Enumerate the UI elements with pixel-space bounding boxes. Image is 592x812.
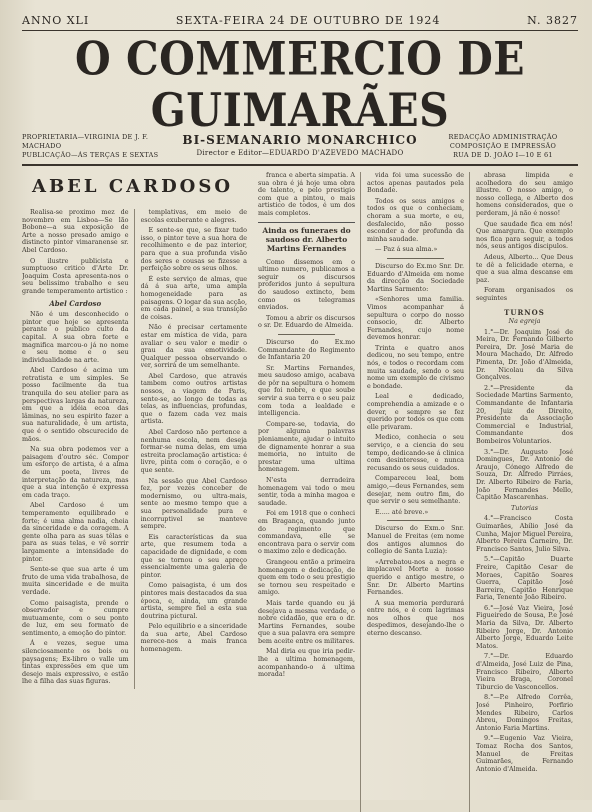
paragraph: E sente-se que, se fixar tudo isso, o pintor teve a sua hora de recolhimento e de paz interior, para que a sua profunda visão dos seres e cousas se fizesse a perfeição sobre os seus olhos. xyxy=(140,226,247,273)
publication-days-line: PUBLICAÇÃO—ÁS TERÇAS E SEXTAS xyxy=(22,151,159,159)
paragraph: Tomou a abrir os discursos o sr. Dr. Eduardo de Almeida. xyxy=(258,313,355,330)
paragraph: Não é um desconhecido o pintor que hoje se apresenta perante o publico culto da capital. A sua obra forte e magnifica marcou-o já no nome e seu nome e o seu individualidade na arte. xyxy=(22,310,129,364)
dateline xyxy=(22,14,578,31)
turno-entry: 8.°—P.e Alfredo Corrêa, José Pinheiro, Porfirio Mendes Ribeiro, Carlos Abreu, Domingos Freitas, Antonio Faria Martins. xyxy=(476,693,573,732)
article-abel-cardoso xyxy=(22,172,252,812)
turnos-subheading: Tutorias xyxy=(511,503,538,512)
paragraph: É este serviço de almas, que dá á sua arte, uma ampla homogeneidade para as paisagens. O logar da sua acção, em cada painel, a sua transição de coisas. xyxy=(140,274,247,321)
column-3 xyxy=(258,172,361,812)
paragraph: Pelo equilibrio e a sinceridade da sua arte, Abel Cardoso merece-nos a mais franca homenagem. xyxy=(140,622,247,654)
paragraph: Grangeou então a primeira homenagem e dedicação, de quem em todo o seu prestigio se tornou seu respeitado e amigo. xyxy=(258,557,355,597)
columns xyxy=(22,172,578,812)
turnos-subheading: Na egreja xyxy=(508,317,541,326)
column-4 xyxy=(367,172,470,812)
paragraph: O ilustre publicista e sumptuoso critico d'Arte Dr. Joaquim Costa apresenta-nos o seu belissimo trabalho e seu grande temperamento artistico : xyxy=(22,256,129,295)
paragraph: franca e aberta simpatia. A sua obra é já hoje uma obra de talento, e pelo prestigio com que a pintou, o mais artistico de todos, é um dos mais completos. xyxy=(258,172,355,217)
funeral-article-heading: Ainda os funeraes do saudoso dr. Alberto Martins Fernandes xyxy=(258,222,355,253)
speech-heading: Discurso do Ex.mo Snr. Dr. Eduardo d'Almeida em nome da direcção da Sociedade Martins Sarmento: xyxy=(367,261,464,293)
paragraph: Foi em 1918 que o conheci em Bragança, quando junto do regimento que commandava, elle se encontrava para o servir com o maximo zelo e dedicação. xyxy=(258,509,355,556)
paragraph: Mais tarde quando eu já desejava a mesma verdade, o nobre cidadão, que era o dr. Martins Fernandes, soube que a sua palavra era sempre bem aceite entre os militares. xyxy=(258,598,355,645)
speech-heading: Discurso do Ex.mo Commandante do Regimento de Infantaria 20 xyxy=(258,337,355,362)
office-address: RUA DE D. JOÃO I—10 E 61 xyxy=(453,151,553,159)
paragraph: templativas, em meio de escolas exuberante e alegres. xyxy=(140,209,247,224)
turno-entry: 3.°—Dr. Augusto José Domingues, Dr. Antonio de Araujo, Cónego Alfredo de Souza, Dr. Alfredo Pirráes, Dr. Alberto Ribeiro de Faria, João Fernandes Mello, Capitão Mascarenhas. xyxy=(476,447,573,502)
paragraph: Compare-se, todavia, do por alguma palavras pleniamente, ajudar o intuito de dignamente honrar a sua memoria, no intuito de prestar uma ultima homenagem. xyxy=(258,419,355,474)
paragraph: Sr. Martins Fernandes, meu saudoso amigo, acabava de pôr na sepultura o homem que foi nobre, e que soube servir a sua terra e o seu paiz com toda a lealdade e intelligencia. xyxy=(258,363,355,418)
column-2 xyxy=(141,209,253,689)
column-5 xyxy=(476,172,578,812)
issue-number: N. 3827 xyxy=(527,14,578,27)
paragraph: Não é precisar certamente estar em mística de vida, para avaliar o seu valor e medir o grau da sua emotividade. Qualquer pessoa observando o ver, sorrirá de um semelhante. xyxy=(140,323,247,370)
office-info xyxy=(428,133,578,160)
paragraph: E..... até breve.» xyxy=(375,507,429,516)
turno-entry: 4.°—Francisco Costa Guimarães, Abílio José da Cunha, Major Miguel Pereira, Alberto Pereira Carneiro, Dr. Francisco Santos, Julio Silva. xyxy=(476,514,573,553)
turnos-heading: TURNOS xyxy=(504,307,545,317)
speech-heading: Discurso do Exm.o Snr. Manuel de Freitas (em nome dos antigos alumnos do collegio de Santa Luzia): xyxy=(367,524,464,556)
turno-entry: 2.°—Presidente da Sociedade Martins Sarmento, Commandante de Infantaria 20, Juiz de Direito, Presidente da Associação Commercial e Industrial, Commandante dos Bombeiros Voluntarios. xyxy=(476,383,573,445)
director-line: Director e Editor—EDUARDO D'AZEVEDO MACHADO xyxy=(196,149,404,157)
volume-number: ANNO XLI xyxy=(22,14,90,27)
masthead-subrow xyxy=(22,133,578,166)
paragraph: Realisa-se proximo mez de novembro em Lisboa—Se lão Bobone—a sua exposição de Arte a nosso presado amigo e distincto pintor vimaranense sr. Abel Cardoso. xyxy=(22,209,129,254)
issue-date: SEXTA-FEIRA 24 DE OUTUBRO DE 1924 xyxy=(175,14,441,27)
article-title: ABEL CARDOSO xyxy=(32,176,234,197)
paragraph: Abel Cardoso não pertence a nenhuma escola, nem deseja formar-se numa delas, em uma estreita proclamação artistica: é livre, pinta com o coração, e o que sente. xyxy=(140,428,247,474)
paragraph: Na sua obra podemos ver a paisagem d'outro séc. Compor um esforço de artista, é a alma de um poeta, livres de interpretação da natureza, mas que a sua intenção é expressa em cada traço. xyxy=(22,445,129,499)
turno-entry: 1.°—Dr. Joaquim José de Meira, Dr. Fernando Gilberto Pereira, Dr. José Maria de Moura Machado, Dr. Alfredo Pimenta, Dr. João d'Almeida, Dr. Nicolau da Silva Gonçalves. xyxy=(476,327,573,382)
divider xyxy=(387,258,444,259)
turno-entry: 5.°—Capitão Duarte Freire, Capitão Cesar de Moraes, Capitão Soares Guerra, Capitão José Barreira, Capitão Henrique Faria, Tenente João Ribeiro. xyxy=(476,555,573,602)
turno-entry: 6.°—José Vaz Vieira, José Figueiredo de Sousa, P.e José Maria da Silva, Dr. Alberto Ribeiro Jorge, Dr. Antonio Alberto Jorge, Eduardo Leite Matos. xyxy=(476,603,573,650)
column-1 xyxy=(22,209,135,689)
paragraph: Foram organisados os seguintes xyxy=(476,286,573,302)
paragraph: — Paz á sua alma.» xyxy=(375,245,438,254)
paragraph: Eis características da sua arte, que resumem toda a capacidade de dignidade, e com que se tornou o seu apreço essencialmente uma galeria de pintor. xyxy=(140,532,247,579)
paragraph: Que saudade fica em nós! Que amargura. Que exemplo nos fica para seguir, a todos nós, seus antigos discipulos. xyxy=(476,219,573,251)
paragraph: Abel Cardoso é acima um retratista e um simples. Se posso facilmente da tua tranquila do seu atelier para as perspectivas largas da natureza, em que a idéia ecoa das lâminas, no seu espirito fazer a sua naturalidade, é um artista, que é o sentido obscurecido de mãos. xyxy=(22,366,129,443)
paragraph: Mal diria eu que iria pedir-lhe a ultima homenagem, acompanhando-o á ultima morada! xyxy=(258,647,355,679)
paragraph: Trinta e quatro anos dedicou, no seu tempo, entre nós, e todos o recordam com muita saudade, sendo o seu nome um exemplo de civismo e bondade. xyxy=(367,343,464,390)
paragraph: Compareceu leal, bom amigo,—deus Fernandes, sem desejar, nem outro fim, do que servir o seu semelhante. xyxy=(367,474,464,506)
paragraph: Todos os seus amigos e todos os que o conheciam, choram a sua morte, e eu, desfalecido, não posso esconder a dor profunda da minha saudade. xyxy=(367,196,464,243)
proprietor-line: PROPRIETARIA—VIRGINIA DE J. F. MACHADO xyxy=(22,133,149,150)
divider xyxy=(387,520,444,521)
divider xyxy=(278,334,335,335)
paragraph: N'esta derradeira homenagem vai todo o meu sentir, toda a minha magoa e saudade. xyxy=(258,476,355,507)
turno-entry: 7.°—Dr. Eduardo d'Almeida, José Luiz de Pina, Francisco Ribeiro, Alberto Vieira Braga, Coronel Tiburcio de Vasconcellos. xyxy=(476,652,573,691)
paragraph: «Arrebatou-nos a negra e implacavel Morte a nosso querido e antigo mestre, o Snr. Dr. Alberto Martins Fernandes. xyxy=(367,557,464,597)
turno-entry: 9.°—Eugenio Vaz Vieira, Tomaz Rocha dos Santos, Manuel de Freitas Guimarães, Fernando Antonio d'Almeida. xyxy=(476,734,573,773)
newspaper-subtitle: BI-SEMANARIO MONARCHICO xyxy=(182,133,418,147)
paragraph: Como paisagista, prende o observador e cumpre mutuamente, com o seu ponto de luz, em seu formato de sentimento, a emoção do pintor. xyxy=(22,598,129,637)
paragraph: «Senhores uma familia. Vimos acompanhar á sepultura o corpo do nosso consocio, dr. Alberto Fernandes, cujo nome devemos honrar. xyxy=(367,295,464,342)
newspaper-title: O COMMERCIO DE GUIMARÃES xyxy=(74,31,526,138)
paragraph: Á e vezes, segue uma silenciosamente os bois ou paysagens; Ex-libro o valle um tintas expressões em que um desejo mais expressivo, e estão lhe a filha das suas figuras. xyxy=(22,639,129,686)
paragraph: Como paisagista, é um dos pintores mais destacados da sua época, e, ainda, um grande artista, sempre fiel a esta sua doutrina pictural. xyxy=(140,581,247,620)
paragraph: Sente-se que sua arte é um fruto de uma vida trabalhosa, de muita sinceridade e de muita verdade. xyxy=(22,565,129,596)
paragraph: Medico, conhecia o seu serviço, e a ciencia do seu tempo, dedicando-se á clinica com desinteresse, e nunca recusando os seus cuidados. xyxy=(367,433,464,472)
paragraph: Adeus, Alberto... Que Deus te dê a felicidade eterna, e que a sua alma descanse em paz. xyxy=(476,252,573,284)
paragraph: Leal e dedicado, comprehendia a amizade e o dever, e sempre se fez querido por todos os que com elle privaram. xyxy=(367,392,464,431)
paragraph: Abel Cardoso é um temperamento equilibrado e forte; é uma alma nadia, cheia da sinceridade e da coragem. A gente olha para as suas têlas e para as suas telas, e vê sorrir largamente a intensidade do pintor. xyxy=(22,501,129,563)
paragraph: Como dissemos em o ultimo numero, publicamos a seguir os discursos proferidos junto á sepultura do saudoso extincto, bem como os telegramas enviados. xyxy=(258,257,355,312)
publisher-info xyxy=(22,133,172,160)
article-subhead: Abel Cardoso xyxy=(49,298,102,308)
paragraph: A sua memoria perdurará entre nós, e é com lagrimas nos olhos que nos despedimos, desejando-lhe o eterno descanso. xyxy=(367,598,464,638)
paragraph: Na sessão que Abel Cardoso fez, por vezes conceber de modernismo, ou ultra-mais, sente ao mesmo tempo que a sua personalidade pura e incorruptivel se manteve sempre. xyxy=(140,476,247,531)
office-departments: REDACÇÃO ADMINISTRAÇÃO COMPOSIÇÃO E IMPRESSÃO xyxy=(448,133,558,150)
paragraph: vida foi uma sucessão de actos apenas pautados pela Bondade. xyxy=(367,172,464,195)
paragraph: abrasa limpida e acolhedora do seu amigo illustre. O nosso amigo, o nosso collega, e Alberto dos homens considerados, que o perderam, já não é nosso! xyxy=(476,172,573,217)
paragraph: Abel Cardoso, que através tambem como outros artistas nossos, a viagem de Paris, sente-se, ao longo de todas as telas, as influencias, profundas, que o fazem cada vez mais artista. xyxy=(140,371,247,426)
